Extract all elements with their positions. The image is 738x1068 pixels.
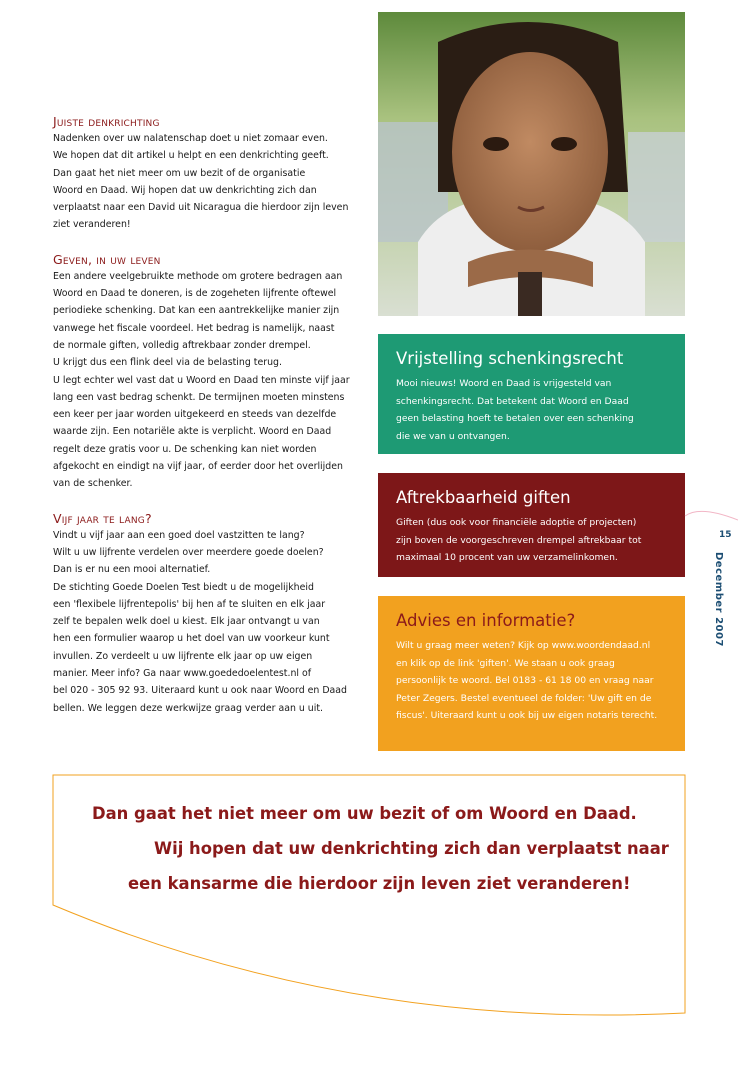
section-text: Een andere veelgebruikte methode om grotere bedragen aan Woord en Daad te doneren, is de zogeheten lijfrente oftewel periodieke schenking. Dat kan een aantrekkelijke manier zijn vanwege het fiscale voordeel. Het bedrag is namelijk, naast de normale giften, volledig aftrekbaar zonder drempel. U krijgt dus een flink deel via de belasting terug. U legt echter wel vast dat u Woord en Daad ten minste vijf jaar lang een vast bedrag schenkt. De termijnen moeten minstens een keer per jaar worden uitgekeerd en steeds van dezelfde waarde zijn. Een notariële akte is verplicht. Woord en Daad regelt deze gratis voor u. De schenking kan niet worden afgekocht en eindigt na vijf jaar, of eerder door het overlijden van de schenker. [53, 270, 350, 490]
girl-portrait-photo [378, 12, 685, 316]
page-date: December 2007 [713, 552, 724, 647]
section-text: Nadenken over uw nalatenschap doet u niet zomaar even. We hopen dat dit artikel u helpt en een denkrichting geeft. Dan gaat het niet meer om uw bezit of de organisatie Woord en Daad. Wij hopen dat uw denkrichting zich dan verplaatst naar een David uit Nicaragua die hierdoor zijn leven ziet veranderen! [53, 133, 349, 231]
page-number: 15 [719, 530, 732, 540]
box-text: Giften (dus ook voor financiële adoptie of projecten) zijn boven de voorgeschreven drempel aftrekbaar tot maximaal 10 procent van uw verzamelinkomen. [396, 517, 642, 563]
section-heading: Vijf jaar te lang? [53, 510, 152, 526]
info-box-aftrekbaarheid [378, 473, 685, 577]
article-body [53, 113, 369, 734]
info-box-advies [378, 596, 685, 751]
box-text: Wilt u graag meer weten? Kijk op www.woordendaad.nl en klik op de link 'giften'. We staan u ook graag persoonlijk te woord. Bel 0183 - 61 18 00 en vraag naar Peter Zegers. Bestel eventueel de folder: 'Uw gift en de fiscus'. Uiteraard kunt u ook bij uw eigen notaris terecht. [396, 640, 658, 721]
section-juiste-denkrichting [53, 113, 369, 234]
page-corner-curve [685, 511, 738, 520]
section-heading: Geven, in uw leven [53, 251, 161, 267]
section-heading: Juiste denkrichting [53, 114, 160, 129]
section-vijf-jaar-te-lang [53, 510, 369, 717]
quote-line-3: een kansarme die hierdoor zijn leven ziet veranderen! [128, 874, 631, 893]
info-box-vrijstelling [378, 334, 685, 454]
box-title: Aftrekbaarheid giften [396, 488, 571, 507]
section-geven-in-uw-leven [53, 251, 369, 493]
quote-line-1: Dan gaat het niet meer om uw bezit of om Woord en Daad. [92, 804, 637, 823]
photo-illustration [378, 12, 685, 316]
quote-line-2: Wij hopen dat uw denkrichting zich dan verplaatst naar [154, 839, 669, 858]
section-text: Vindt u vijf jaar aan een goed doel vastzitten te lang? Wilt u uw lijfrente verdelen over meerdere goede doelen? Dan is er nu een mooi alternatief. De stichting Goede Doelen Test biedt u de mogelijkheid een 'flexibele lijfrentepolis' bij hen af te sluiten en elk jaar zelf te bepalen welk doel u kiest. Elk jaar ontvangt u van hen een formulier waarop u het doel van uw voorkeur kunt invullen. Zo verdeelt u uw lijfrente elk jaar op uw eigen manier. Meer info? Ga naar www.goededoelentest.nl of bel 020 - 305 92 93. Uiteraard kunt u ook naar Woord en Daad bellen. We leggen deze werkwijze graag verder aan u uit. [53, 529, 347, 714]
box-title: Vrijstelling schenkingsrecht [396, 349, 624, 368]
box-title: Advies en informatie? [396, 611, 576, 630]
box-text: Mooi nieuws! Woord en Daad is vrijgesteld van schenkingsrecht. Dat betekent dat Woord en Daad geen belasting hoeft te betalen over een schenking die we van u ontvangen. [396, 378, 634, 442]
